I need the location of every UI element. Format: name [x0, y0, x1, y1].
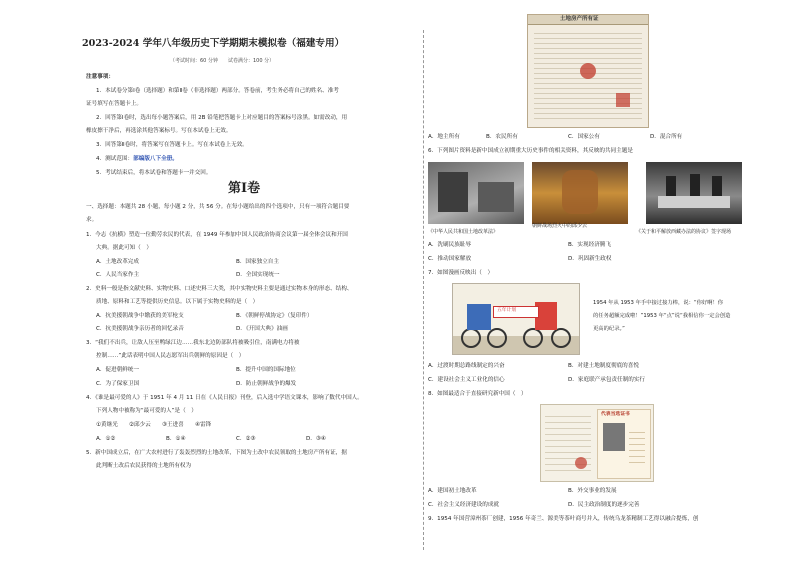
certificate-header: 土地房产所有证: [560, 16, 599, 22]
option-b[interactable]: B．提升中国的国际地位: [236, 367, 296, 373]
option-a[interactable]: A．建国初土地改革: [428, 488, 477, 494]
question-2-stem: 2．史料一般是指文献史料、实物史料、口述史料三大类，其中实物史料主要是通过实物本身的形态、结构、: [86, 286, 353, 292]
option-c[interactable]: C．建设社会主义工业化的信心: [428, 377, 505, 383]
notice-line: 2．回答第Ⅰ卷时，选出每小题答案后，用 2B 铅笔把答题卡上对应题目的答案标号涂黑。如需改动，用: [96, 115, 348, 121]
poster-label: 五年计划: [497, 308, 517, 313]
question-2-stem: 质地、原料和工艺等提供历史信息。以下属于实物史料的是（ ）: [96, 299, 259, 305]
notice-scope-label: 4．测试范围：: [96, 156, 134, 162]
option-d[interactable]: D．③④: [306, 436, 326, 442]
option-b[interactable]: B．《朝鲜停战协定》（复印件）: [236, 313, 313, 319]
option-c[interactable]: C．②③: [236, 436, 256, 442]
question-9-stem: 9．1954 年国营漳州茶厂创建，1956 年奇兰、源美等茶叶商号并入，传统乌龙茶精制工艺得以融合提炼，创: [428, 516, 699, 522]
option-a[interactable]: A．①②: [96, 436, 116, 442]
question-5-stem: 此判断土改后农民获得的土地所有权为: [96, 463, 192, 469]
option-a[interactable]: A．土地改革完成: [96, 259, 139, 265]
tibet-agreement-photo: [646, 162, 742, 224]
option-d[interactable]: D．防止朝鲜战争的爆发: [236, 381, 297, 387]
section-intro: 一、选择题：本题共 28 小题，每小题 2 分，共 56 分。在每小题给出的四个选项中，只有一项符合题目要: [86, 204, 350, 210]
photo-caption: 朝鲜战场烈火中的邱少云: [532, 223, 588, 229]
qiu-shaoyun-painting: [532, 162, 628, 224]
option-d[interactable]: D．《开国大典》油画: [236, 326, 288, 332]
question-1-stem: 大典。据此可知（ ）: [96, 245, 152, 251]
question-5-stem: 5．新中国成立后，在广大农村进行了轰轰烈烈的土地改革，下图为土改中农民领取的土地房产所有证，据: [86, 450, 347, 456]
certificate-title: 代表当选证书: [601, 412, 630, 417]
delegate-certificate-image: [540, 404, 654, 482]
notice-header: 注意事项：: [86, 74, 114, 80]
option-c[interactable]: C．国家公有: [568, 134, 600, 140]
option-b[interactable]: B．农民所有: [486, 134, 518, 140]
column-divider: [423, 30, 425, 550]
question-8-stem: 8．如图最适合于直接研究新中国（ ）: [428, 391, 527, 397]
option-c[interactable]: C．推动国家解放: [428, 256, 472, 262]
photo-caption: 《关于和平解放西藏办法的协议》签字现场: [636, 229, 732, 235]
option-c[interactable]: C．人民当家作主: [96, 272, 140, 278]
question-4-stem: 下列人物中被称为“最可爱的人”是（ ）: [96, 408, 197, 414]
option-a[interactable]: A．洗刷民族耻辱: [428, 242, 471, 248]
notice-line: [96, 156, 178, 163]
cartoon-quote: 的任务超额完成啦！”1953 年“点”说“我相信你一定会创造: [593, 313, 731, 319]
option-b[interactable]: B．对建土地制度彻底的喜悦: [568, 363, 639, 369]
option-a[interactable]: A．地主所有: [428, 134, 460, 140]
option-a[interactable]: A．促进朝鲜统一: [96, 367, 139, 373]
question-3-stem: 3．“我们不出兵，让敌人压至鸭绿江边……我东北边防部队将被吸引住，南满电力将被: [86, 340, 300, 346]
land-certificate-image: [527, 14, 649, 128]
option-d[interactable]: D．全国实现统一: [236, 272, 280, 278]
option-b[interactable]: B．实现经济腾飞: [568, 242, 611, 248]
cartoon-quote: 1954 年从 1953 年手中接过接力棒，说：“你好啊！你: [593, 300, 724, 306]
question-4-stem: 4．《谁是最可爱的人》于 1951 年 4 月 11 日在《人民日报》刊登，后入选中学语文课本，影响了数代中国人。: [86, 395, 363, 401]
option-b[interactable]: B．外交事业的发展: [568, 488, 617, 494]
notice-line: 3．回答第Ⅱ卷时，将答案写在答题卡上。写在本试卷上无效。: [96, 142, 248, 148]
exam-subtitle: （考试时间：60 分钟 试卷满分：100 分）: [170, 58, 275, 64]
notice-line: 橡皮擦干净后，再选涂其他答案标号。写在本试卷上无效。: [86, 128, 232, 134]
land-reform-photo: [428, 162, 524, 224]
option-c[interactable]: C．为了保家卫国: [96, 381, 140, 387]
option-d[interactable]: D．混合所有: [650, 134, 683, 140]
option-a[interactable]: A．过渡时期总路线制定的兴奋: [428, 363, 505, 369]
option-d[interactable]: D．民主政治制度的逐步完善: [568, 502, 640, 508]
option-b[interactable]: B．国家独立自主: [236, 259, 279, 265]
question-1-stem: 1．今志《抗横》塑造一位勤劳农民的代表，在 1949 年参加中国人民政治协商会议第一届全体会议和开国: [86, 232, 348, 238]
notice-scope-value: 部编版八下全册。: [133, 156, 178, 162]
section-title: 第Ⅰ卷: [228, 181, 261, 196]
section-intro: 求。: [86, 217, 98, 223]
notice-line: 证号填写在答题卡上。: [86, 101, 142, 107]
notice-line: 5．考试结束后，将本试卷和答题卡一并交回。: [96, 170, 212, 176]
cartoon-quote: 更高的纪录。”: [593, 326, 625, 332]
notice-line: 1．本试卷分第Ⅰ卷（选择题）和第Ⅱ卷（非选择题）两部分。答卷前，考生务必将自己的姓名、准考: [96, 88, 339, 94]
option-b[interactable]: B．①④: [166, 436, 186, 442]
question-3-stem: 控制……”此话表明中国人民志愿军出兵朝鲜的原因是（ ）: [96, 353, 245, 359]
option-d[interactable]: D．巩固新生政权: [568, 256, 612, 262]
option-c[interactable]: C．社会主义经济建设的成就: [428, 502, 500, 508]
option-a[interactable]: A．抗美援朝战争中缴获的美军枪支: [96, 313, 184, 319]
question-7-stem: 7．如图漫画反映出（ ）: [428, 270, 494, 276]
photo-caption: 《中华人民共和国土地改革法》: [428, 229, 499, 235]
exam-title: 2023-2024 学年八年级历史下学期期末模拟卷（福建专用）: [82, 38, 345, 49]
option-c[interactable]: C．抗美援朝战争亲历者的回忆录音: [96, 326, 184, 332]
question-6-stem: 6．下列图片资料是新中国成立初期重大历史事件的相关资料，其反映的共同主题是: [428, 148, 633, 154]
question-4-items: ①黄继光 ②邱少云 ③王进喜 ④雷锋: [96, 422, 212, 428]
option-d[interactable]: D．家庭联产承包责任制的实行: [568, 377, 646, 383]
five-year-plan-cartoon: [452, 283, 580, 355]
